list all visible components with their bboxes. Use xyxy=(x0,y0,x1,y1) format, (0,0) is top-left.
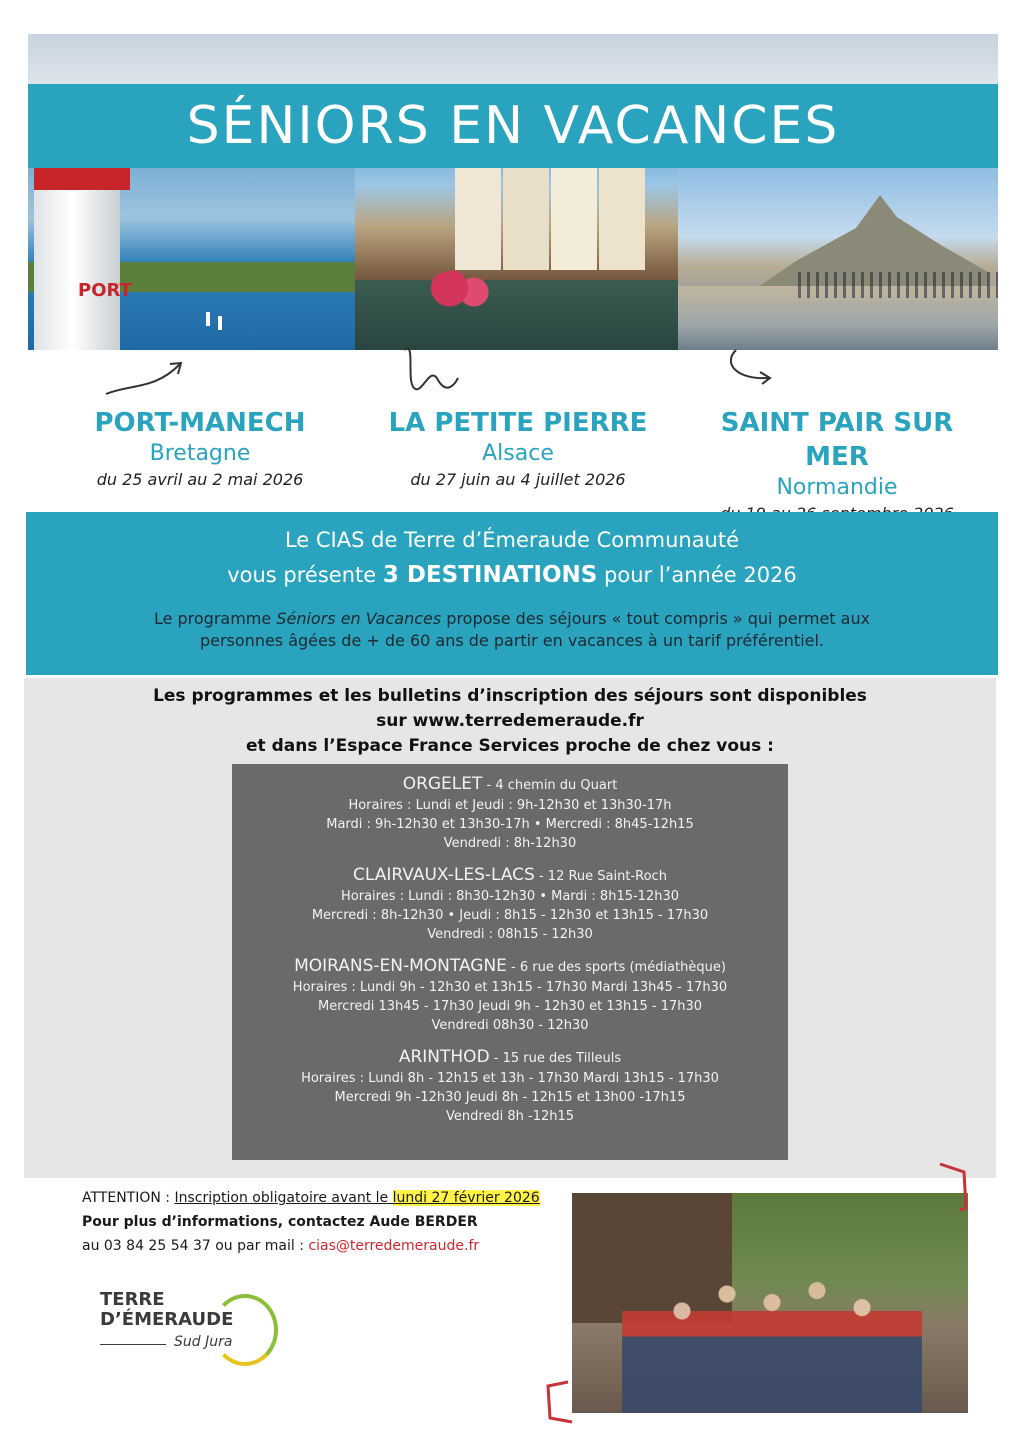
destination-name: LA PETITE PIERRE xyxy=(388,408,648,438)
office-hours: Horaires : Lundi : 8h30-12h30 • Mardi : 8h15-12h30 xyxy=(341,889,679,904)
attention-text: Inscription obligatoire avant le xyxy=(174,1190,393,1206)
office-address: - 6 rue des sports (médiathèque) xyxy=(506,960,726,975)
mont-saint-michel-photo xyxy=(678,144,998,350)
page-title: SÉNIORS EN VACANCES xyxy=(186,96,840,156)
intro-line-2-post: pour l’année 2026 xyxy=(597,563,797,587)
destination-dates: du 25 avril au 2 mai 2026 xyxy=(96,470,304,489)
sailboat-icon xyxy=(218,316,222,330)
intro-line-1: Le CIAS de Terre d’Émeraude Communauté xyxy=(284,528,740,552)
office-title xyxy=(232,956,788,978)
intro-line-2-pre: vous présente xyxy=(227,563,383,587)
office-address: - 4 chemin du Quart xyxy=(482,778,618,793)
website-link[interactable]: sur www.terredemeraude.fr xyxy=(376,711,644,731)
title-banner xyxy=(28,84,998,168)
group-photo xyxy=(572,1193,968,1413)
office-title xyxy=(232,1047,788,1069)
destinations-count: 3 DESTINATIONS xyxy=(382,562,598,588)
office-hours: Horaires : Lundi 8h - 12h15 et 13h - 17h30 Mardi 13h15 - 17h30 xyxy=(301,1071,719,1086)
office-hours: Vendredi : 8h-12h30 xyxy=(443,836,577,851)
intro-line-2 xyxy=(26,562,998,588)
info-heading xyxy=(24,684,996,759)
lighthouse-icon xyxy=(34,144,120,350)
contact-line: Pour plus d’informations, contactez Aude BERDER xyxy=(82,1214,478,1230)
squiggle-arrow-icon xyxy=(396,340,466,400)
destination-name: SAINT PAIR SUR MER xyxy=(720,408,954,472)
logo-line-3: Sud Jura xyxy=(174,1334,233,1350)
office-title xyxy=(232,774,788,796)
office-city: MOIRANS-EN-MONTAGNE xyxy=(294,956,507,976)
intro-desc-line-2: personnes âgées de + de 60 ans de partir en vacances à un tarif préférentiel. xyxy=(199,631,825,650)
logo-ring-icon xyxy=(212,1294,278,1366)
info-box xyxy=(24,678,996,1178)
office-address: - 15 rue des Tilleuls xyxy=(489,1051,622,1066)
office-hours: Horaires : Lundi 9h - 12h30 et 13h15 - 17h30 Mardi 13h45 - 17h30 xyxy=(292,980,728,995)
destination-name: PORT-MANECH xyxy=(94,408,306,438)
destination-region: Normandie xyxy=(776,475,898,500)
office-address: - 12 Rue Saint-Roch xyxy=(534,869,667,884)
terre-emeraude-logo xyxy=(100,1290,270,1360)
office-city: ORGELET xyxy=(402,774,483,794)
attention-line xyxy=(82,1186,540,1210)
office-moirans xyxy=(232,944,788,1035)
curved-arrow-icon xyxy=(100,356,190,400)
lighthouse-sign: PORT xyxy=(78,280,132,301)
info-line-1: Les programmes et les bulletins d’inscription des séjours sont disponibles xyxy=(153,686,867,706)
corner-bracket-icon xyxy=(538,1378,578,1428)
office-clairvaux xyxy=(232,853,788,944)
destination-la-petite-pierre xyxy=(368,406,668,492)
crowd-of-seniors xyxy=(622,1243,922,1413)
info-line-3: et dans l’Espace France Services proche de chez vous : xyxy=(246,736,774,756)
office-hours: Vendredi 8h -12h15 xyxy=(445,1109,575,1124)
lighthouse-coast-photo xyxy=(28,144,355,350)
intro-desc-post: propose des séjours « tout compris » qui permet aux xyxy=(441,609,871,628)
logo-divider xyxy=(100,1344,166,1345)
destination-dates: du 27 juin au 4 juillet 2026 xyxy=(410,470,626,489)
curved-arrow-icon xyxy=(722,344,792,388)
alsace-canal-village-photo xyxy=(355,144,678,350)
corner-bracket-icon xyxy=(936,1158,976,1214)
office-city: ARINTHOD xyxy=(398,1047,490,1067)
program-name: Séniors en Vacances xyxy=(276,609,442,628)
office-hours: Mercredi 13h45 - 17h30 Jeudi 9h - 12h30 et 13h15 - 17h30 xyxy=(317,999,703,1014)
logo-line-1: TERRE xyxy=(100,1289,165,1310)
office-city: CLAIRVAUX-LES-LACS xyxy=(353,865,535,885)
office-hours: Vendredi 08h30 - 12h30 xyxy=(431,1018,589,1033)
office-hours: Mardi : 9h-12h30 et 13h30-17h • Mercredi : 8h45-12h15 xyxy=(326,817,694,832)
intro-desc-pre: Le programme xyxy=(153,609,277,628)
intro-description xyxy=(26,608,998,652)
sailboat-icon xyxy=(206,312,210,326)
flowers-icon xyxy=(425,270,495,310)
office-arinthod xyxy=(232,1035,788,1126)
destination-region: Alsace xyxy=(482,441,554,466)
office-hours: Mercredi 9h -12h30 Jeudi 8h - 12h15 et 13h00 -17h15 xyxy=(334,1090,686,1105)
office-hours: Mercredi : 8h-12h30 • Jeudi : 8h15 - 12h30 et 13h15 - 17h30 xyxy=(311,908,709,923)
walkers-group xyxy=(798,272,998,298)
hero-section xyxy=(28,34,998,350)
intro-box xyxy=(26,512,998,675)
phone-line xyxy=(82,1234,540,1258)
destination-port-manech xyxy=(50,406,350,492)
footer-contact xyxy=(82,1186,540,1258)
offices-panel xyxy=(232,764,788,1160)
attention-label: ATTENTION : xyxy=(82,1190,175,1206)
destination-region: Bretagne xyxy=(149,441,251,466)
office-orgelet xyxy=(232,764,788,853)
office-title xyxy=(232,865,788,887)
destination-saint-pair-sur-mer xyxy=(687,406,987,526)
logo-line-2: D’ÉMERAUDE xyxy=(100,1309,234,1330)
deadline-date: lundi 27 février 2026 xyxy=(392,1190,540,1206)
office-hours: Vendredi : 08h15 - 12h30 xyxy=(427,927,593,942)
office-hours: Horaires : Lundi et Jeudi : 9h-12h30 et 13h30-17h xyxy=(348,798,672,813)
phone-text: au 03 84 25 54 37 ou par mail : xyxy=(82,1238,309,1254)
email-link[interactable]: cias@terredemeraude.fr xyxy=(308,1238,480,1254)
